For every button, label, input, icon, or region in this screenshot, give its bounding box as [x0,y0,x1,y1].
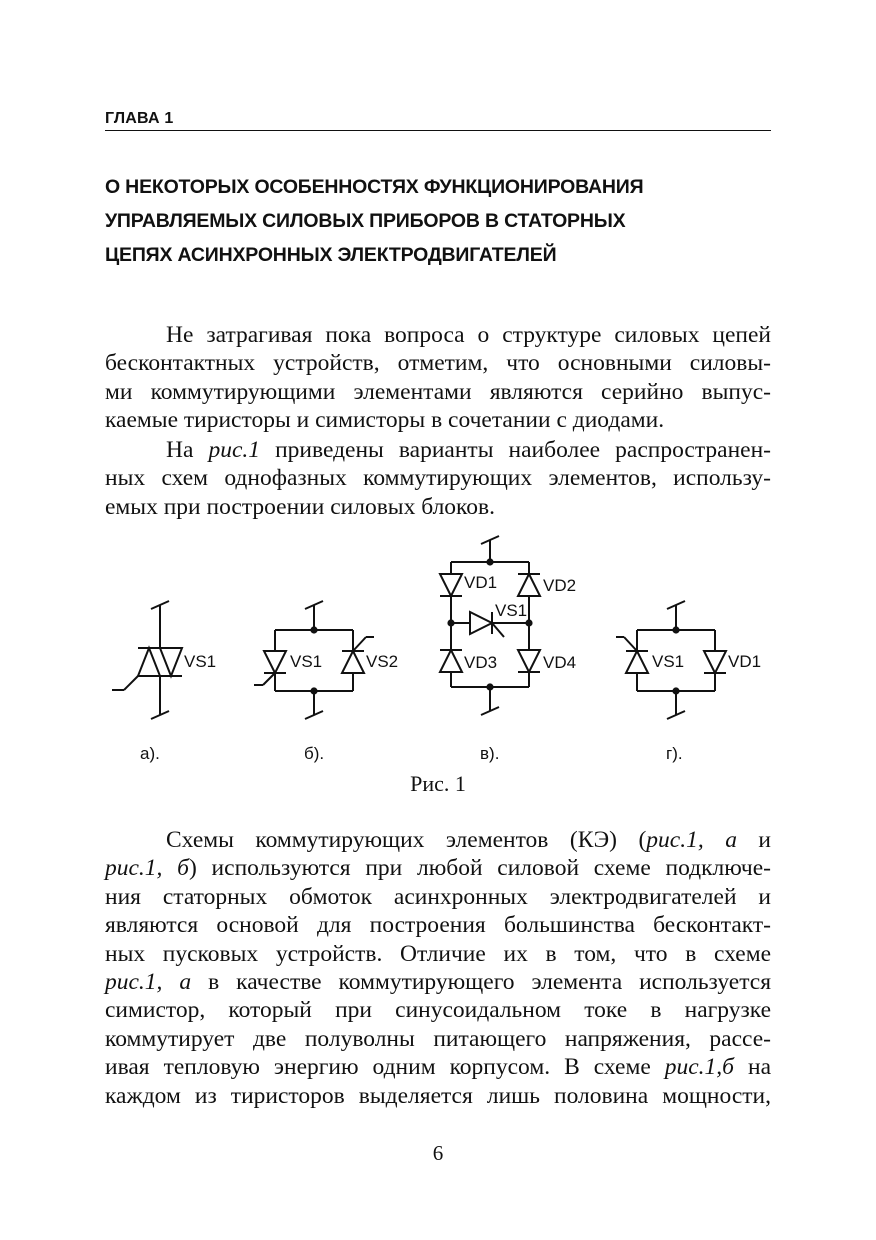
junction-dot [672,626,679,633]
text-run: ) используются при любой силовой схеме подключе- [189,855,772,882]
text-run: в качестве коммутирующего элемента используется [191,968,771,995]
panel-label: б). [304,744,325,763]
text-line: симистор, который при синусоидальном токе в нагрузке [105,997,771,1024]
text-line: являются основой для построения большинства бесконтакт- [105,912,771,939]
paragraph-3 [105,826,771,1110]
panel-label: а). [140,744,160,763]
page-number: 6 [432,1141,444,1165]
figure-reference: рис.1, б [105,855,189,882]
figure-reference: рис.1, а [105,968,192,995]
component-label: VS1 [290,652,323,671]
junction-dot [486,683,493,690]
text-line [105,968,771,996]
figure-reference: рис.1,б [664,1054,734,1081]
paragraph-2 [105,436,771,521]
component-label: VS2 [366,652,399,671]
header-rule [105,130,771,131]
title-line: ЦЕПЯХ АСИНХРОННЫХ ЭЛЕКТРОДВИГАТЕЛЕЙ [105,244,557,266]
text-run: приведены варианты наиболее распространен- [260,437,772,463]
figure-reference: рис.1 [208,437,261,463]
component-label: VD2 [543,576,577,595]
text-line [105,854,771,882]
text-line [105,826,771,854]
figure-caption: Рис. 1 [410,771,466,796]
component-label: VD3 [464,653,498,672]
text-line: ния статорных обмоток асинхронных электродвигателей и [105,883,771,910]
title-line: УПРАВЛЯЕМЫХ СИЛОВЫХ ПРИБОРОВ В СТАТОРНЫХ [105,210,626,232]
text-run: на [734,1054,771,1081]
text-line [105,436,771,464]
component-label: VD1 [728,652,762,671]
component-label: VS1 [495,601,528,620]
text-run: ивая тепловую энергию одним корпусом. В схеме [105,1054,665,1081]
text-line: Не затрагивая пока вопроса о структуре силовых цепей [166,322,771,348]
text-line: ных схем однофазных коммутирующих элементов, использу- [105,465,771,492]
text-line: каждом из тиристоров выделяется лишь половина мощности, [105,1082,771,1109]
text-line: каемые тиристоры и симисторы в сочетании с диодами. [105,407,665,434]
panel-a-circuit [112,601,182,719]
text-run: Схемы коммутирующих элементов (КЭ) ( [166,827,647,853]
component-label: VS1 [652,652,685,671]
chapter-label: ГЛАВА 1 [105,110,174,127]
text-run: На [166,437,209,463]
text-run: и [736,827,771,853]
chapter-title [105,170,785,272]
component-label: VS1 [184,652,217,671]
text-line: коммутирует две полуволны питающего напряжения, рассе- [105,1025,771,1052]
paragraph-1 [105,321,771,435]
figure-reference: рис.1, а [646,827,737,853]
text-line: бесконтактных устройств, отметим, что основными силовы- [105,350,771,377]
text-line: ми коммутирующими элементами являются серийно выпус- [105,378,771,405]
junction-dot [672,687,679,694]
text-line [105,1053,771,1081]
circuit-figure [100,525,762,770]
panel-label: в). [480,744,500,763]
text-line: ных пусковых устройств. Отличие их в том, что в схеме [105,940,771,967]
title-line: О НЕКОТОРЫХ ОСОБЕННОСТЯХ ФУНКЦИОНИРОВАНИЯ [105,176,644,198]
junction-dot [310,687,317,694]
junction-dot [525,619,532,626]
junction-dot [486,558,493,565]
component-label: VD4 [543,653,577,672]
component-label: VD1 [464,573,498,592]
panel-label: г). [666,744,683,763]
junction-dot [447,619,454,626]
junction-dot [310,626,317,633]
text-line: емых при построении силовых блоков. [105,493,495,520]
